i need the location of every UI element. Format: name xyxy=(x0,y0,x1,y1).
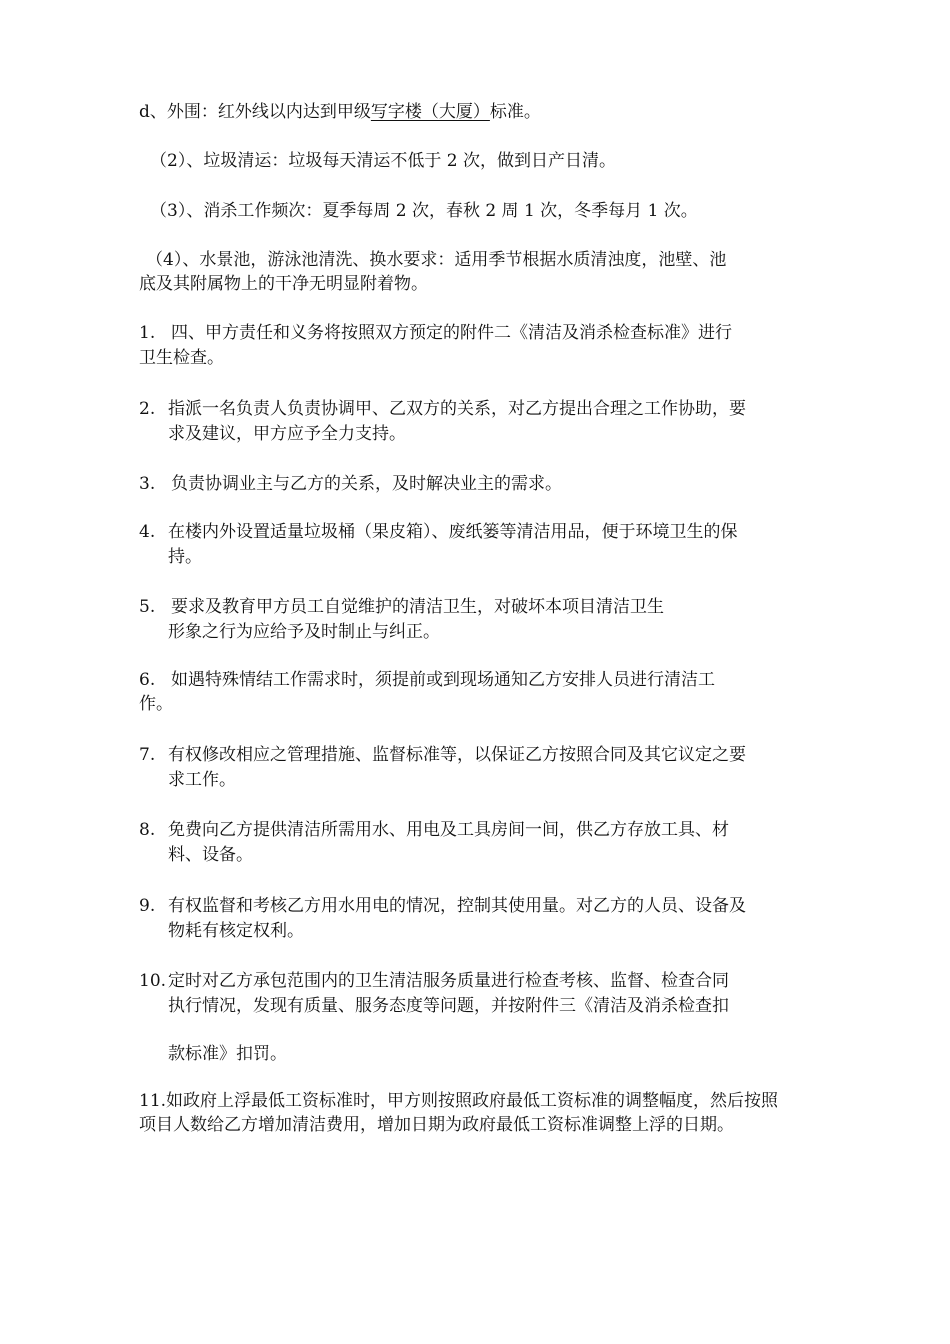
obligation-9-line-1: 有权监督和考核乙方用水用电的情况，控制其使用量。对乙方的人员、设备及 xyxy=(168,896,746,916)
obligation-2-line-2: 求及建议，甲方应予全力支持。 xyxy=(168,424,406,444)
obligation-9-number: 9. xyxy=(139,896,156,916)
obligation-8-line-1: 免费向乙方提供清洁所需用水、用电及工具房间一间，供乙方存放工具、材 xyxy=(168,820,729,840)
obligation-1-line-2: 卫生检查。 xyxy=(139,348,224,368)
section-d-underlined-text: 写字楼（大厦） xyxy=(370,102,490,122)
obligation-7-line-2: 求工作。 xyxy=(168,770,236,790)
item-2-line: （2）、垃圾清运：垃圾每天清运不低于 2 次，做到日产日清。 xyxy=(150,151,616,171)
obligation-10-line-3: 款标准》扣罚。 xyxy=(168,1044,287,1064)
obligation-10-number: 10. xyxy=(139,971,167,991)
obligation-4-line-1: 在楼内外设置适量垃圾桶（果皮箱）、废纸篓等清洁用品，便于环境卫生的保 xyxy=(168,522,738,542)
obligation-10-line-1: 定时对乙方承包范围内的卫生清洁服务质量进行检查考核、监督、检查合同 xyxy=(168,971,729,991)
obligation-7-number: 7. xyxy=(139,745,156,765)
obligation-9-line-2: 物耗有核定权利。 xyxy=(168,921,304,941)
item-4-line-2: 底及其附属物上的干净无明显附着物。 xyxy=(139,274,428,294)
obligation-4-line-2: 持。 xyxy=(168,547,202,567)
obligation-5-line-1: 要求及教育甲方员工自觉维护的清洁卫生，对破坏本项目清洁卫生 xyxy=(171,597,664,617)
obligation-10-line-2: 执行情况，发现有质量、服务态度等问题，并按附件三《清洁及消杀检查扣 xyxy=(168,996,729,1016)
item-4-line-1: （4）、水景池，游泳池清洗、换水要求：适用季节根据水质清浊度，池壁、池 xyxy=(146,250,727,270)
obligation-8-line-2: 料、设备。 xyxy=(168,845,253,865)
item-3-line: （3）、消杀工作频次：夏季每周 2 次，春秋 2 周 1 次，冬季每月 1 次。 xyxy=(150,201,698,221)
obligation-5-line-2: 形象之行为应给予及时制止与纠正。 xyxy=(168,622,440,642)
obligation-2-number: 2. xyxy=(139,399,156,419)
section-d-prefix: d、外围：红外线以内达到甲级 xyxy=(139,102,371,122)
obligation-11-number: 11. xyxy=(139,1091,167,1111)
obligation-6-number: 6. xyxy=(139,670,156,690)
obligation-2-line-1: 指派一名负责人负责协调甲、乙双方的关系，对乙方提出合理之工作协助，要 xyxy=(168,399,746,419)
obligation-3-line-1: 负责协调业主与乙方的关系，及时解决业主的需求。 xyxy=(171,474,562,494)
obligation-4-number: 4. xyxy=(139,522,156,542)
section-d-line xyxy=(139,100,541,124)
section-d-suffix: 标准。 xyxy=(489,102,541,122)
obligation-1-line-1: 四、甲方责任和义务将按照双方预定的附件二《清洁及消杀检查标准》进行 xyxy=(171,323,732,343)
obligation-1-number: 1. xyxy=(139,323,156,343)
obligation-5-number: 5. xyxy=(139,597,156,617)
obligation-11-line-2: 项目人数给乙方增加清洁费用，增加日期为政府最低工资标准调整上浮的日期。 xyxy=(139,1115,734,1135)
obligation-11-line-1: 如政府上浮最低工资标准时，甲方则按照政府最低工资标准的调整幅度，然后按照 xyxy=(166,1091,778,1111)
obligation-6-line-2: 作。 xyxy=(139,694,173,714)
obligation-8-number: 8. xyxy=(139,820,156,840)
obligation-6-line-1: 如遇特殊情结工作需求时，须提前或到现场通知乙方安排人员进行清洁工 xyxy=(171,670,715,690)
obligation-7-line-1: 有权修改相应之管理措施、监督标准等，以保证乙方按照合同及其它议定之要 xyxy=(168,745,746,765)
obligation-3-number: 3. xyxy=(139,474,156,494)
